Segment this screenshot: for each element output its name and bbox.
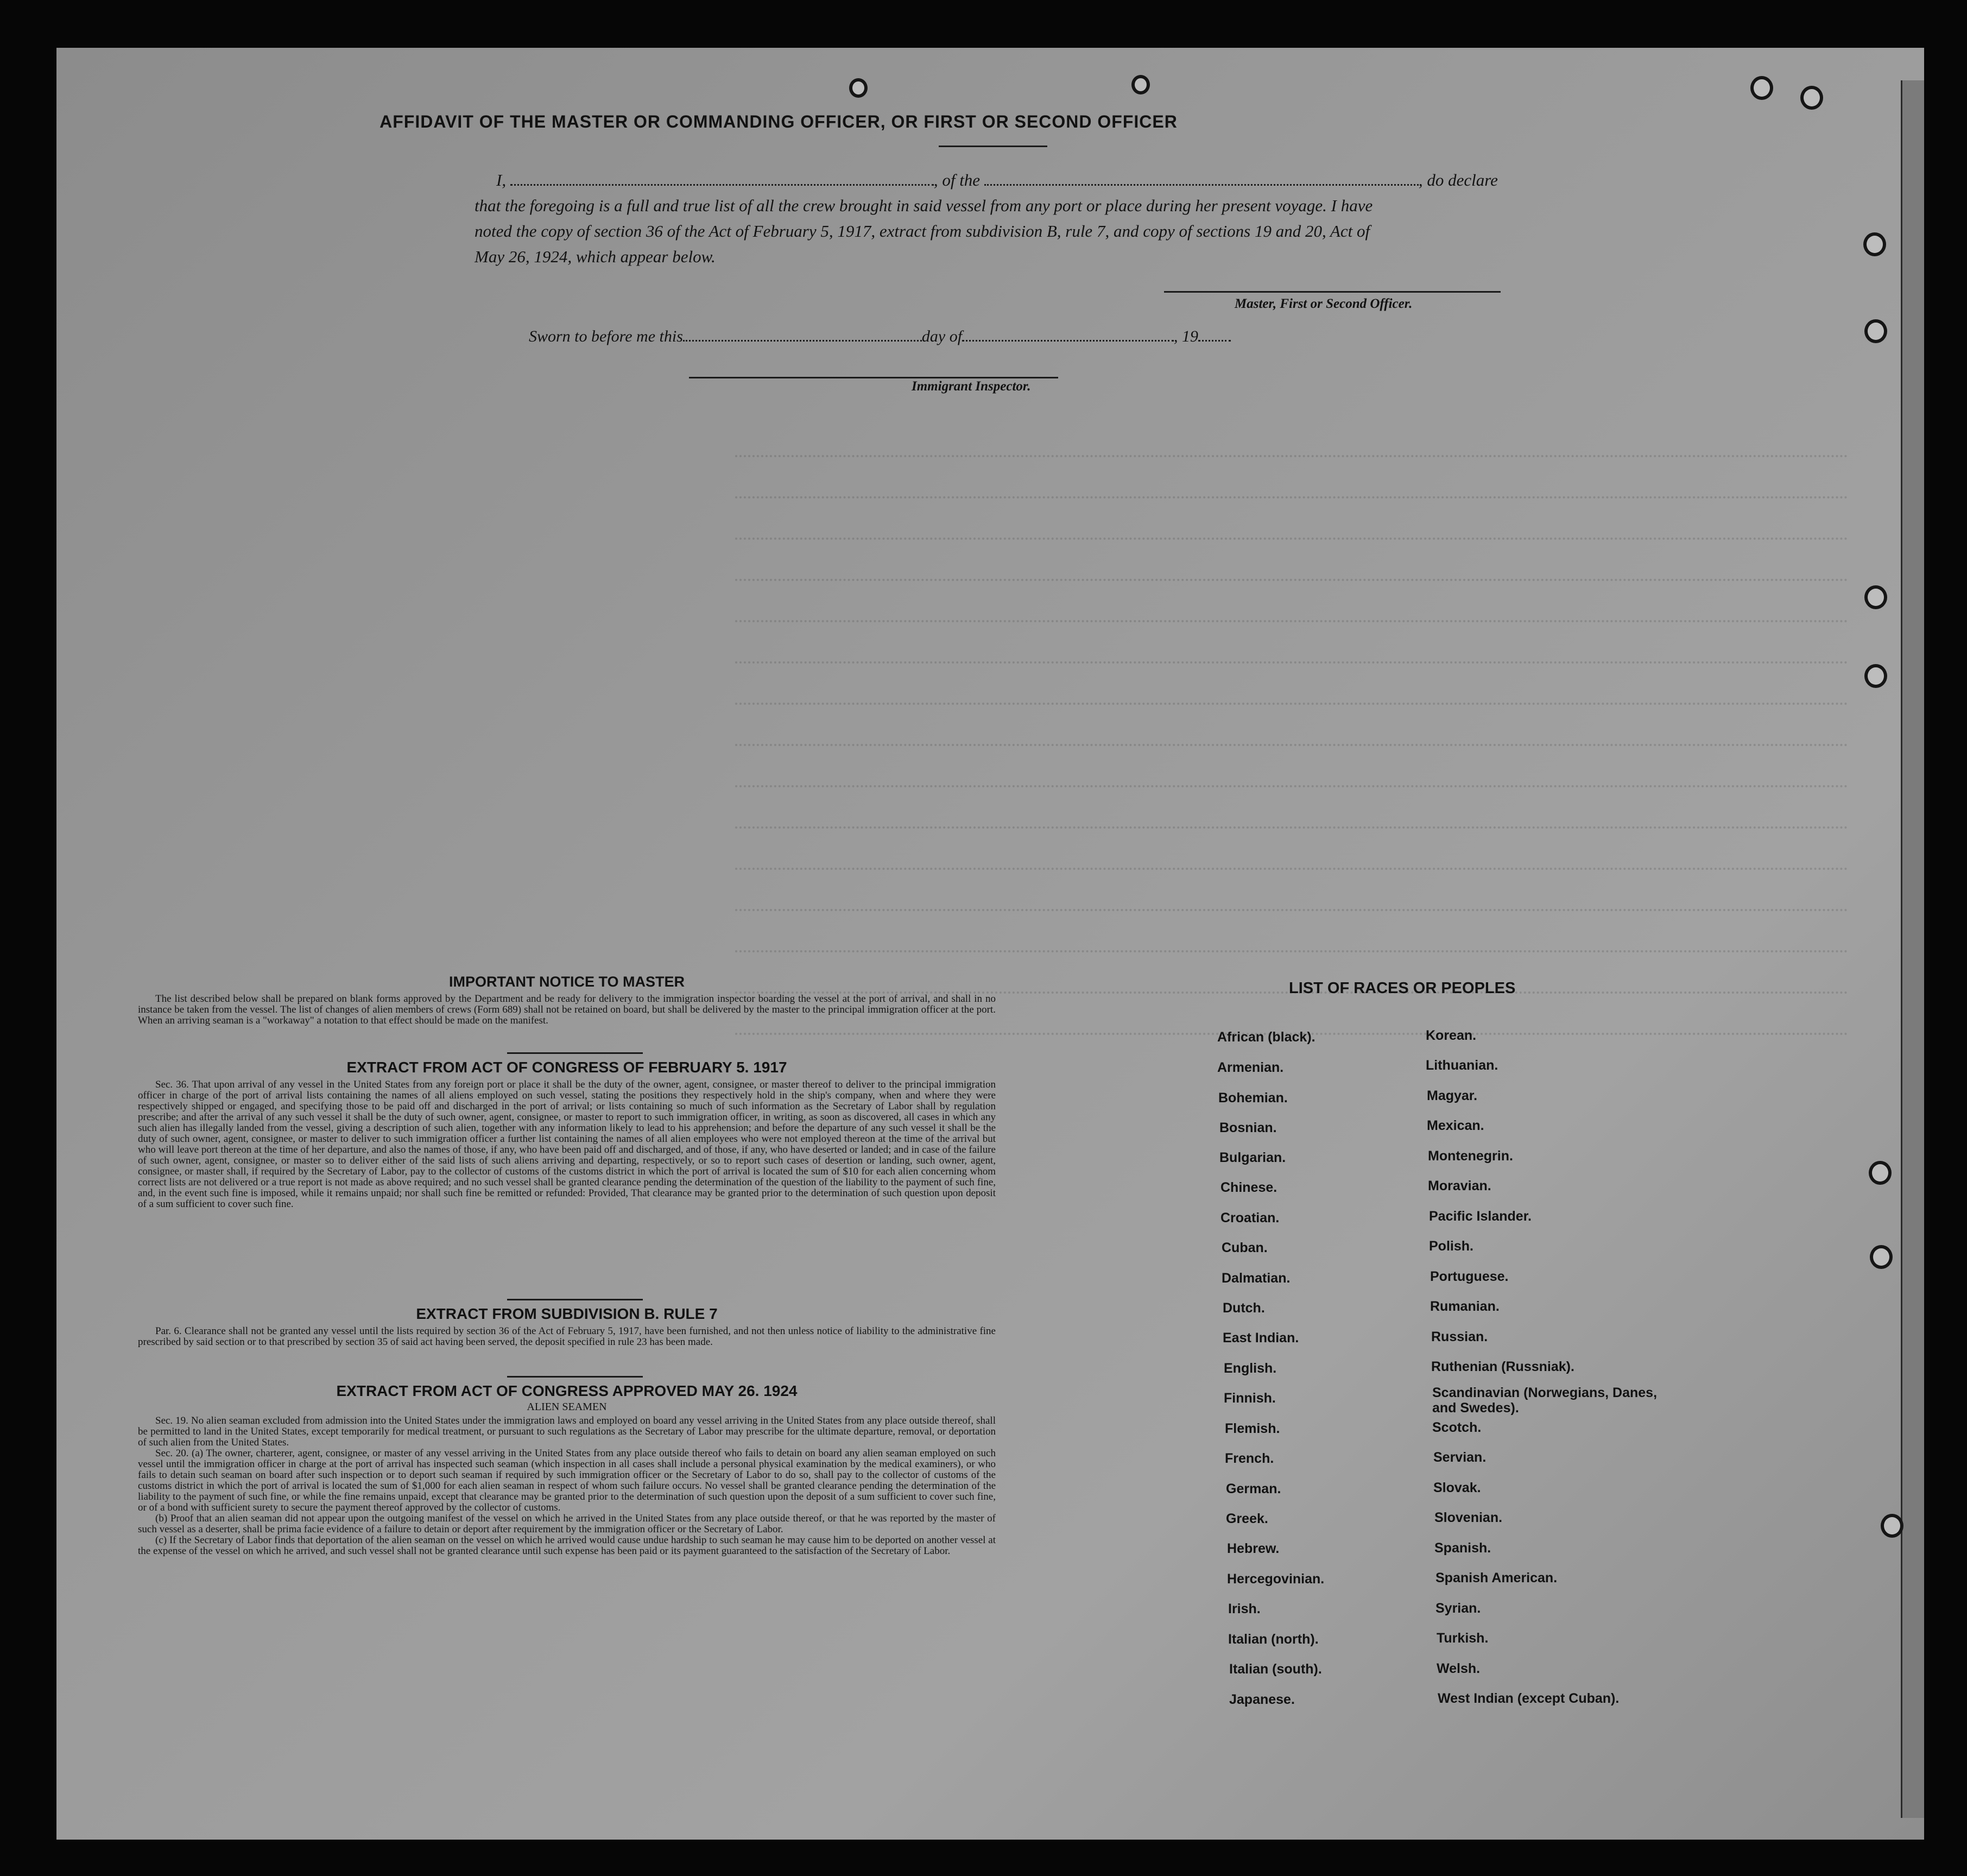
race-item: Cuban. bbox=[1222, 1240, 1268, 1255]
extract-1917-text: Sec. 36. That upon arrival of any vessel in the United States from any foreign port or place it shall be the duty of the owner, agent, consignee, or master thereof to deliver to the principal immigration officer in charge of the port of arrival lists containing the names of all aliens employed on such vessel, stating the positions they respectively hold in the ship's company, when and where they were respectively shipped or engaged, and specifying those to be paid off and discharged in the port of arrival; or lists containing so much of such information as the Secretary of Labor shall by regulation prescribe; and after the arrival of any such vessel it shall be the duty of such owner, agent, consignee, or master to report to such immigration officer, in writing, as soon as discovered, all cases in which any such alien has illegally landed from the vessel, giving a description of such alien, together with any information likely to lead to his apprehension; and before the departure of any such vessel it shall be the duty of such owner, agent, consignee, or master to deliver to such immigration officer a further list containing the names of all alien employees who were not employed thereon at the time of the arrival but who will leave port thereon at the time of her departure, and also the names of those, if any, who have been paid off and discharged, and of those, if any, who have deserted or landed; and in case of the failure of such owner, agent, consignee, or master so to deliver either of the said lists of such aliens arriving and departing, respectively, or so to report such cases of desertion or landing, such owner, agent, consignee, or master shall, if required by the Secretary of Labor, pay to the collector of customs of the customs district in which the port of arrival is located the sum of $10 for each alien concerning whom correct lists are not delivered or a true report is not made as above required; and no such vessel shall be granted clearance pending the determination of the question of the liability to the payment of such fine, and, in the event such fine is imposed, while it remains unpaid; nor shall such fine be remitted or refunded: Provided, That clearance may be granted prior to the determination of such question upon deposit of a sum sufficient to cover such fine. bbox=[138, 1079, 996, 1210]
race-item: African (black). bbox=[1217, 1029, 1315, 1045]
sworn-year-blank bbox=[1198, 328, 1231, 342]
rule-7-section bbox=[138, 1305, 996, 1348]
sworn-line bbox=[529, 327, 1231, 346]
day-of-label: day of bbox=[921, 327, 963, 345]
race-item: Spanish. bbox=[1434, 1540, 1491, 1556]
punch-hole-icon bbox=[1864, 585, 1887, 609]
notice-title: IMPORTANT NOTICE TO MASTER bbox=[449, 974, 685, 990]
race-item: Syrian. bbox=[1435, 1601, 1481, 1616]
race-item: Armenian. bbox=[1217, 1060, 1284, 1075]
rule-7-title: EXTRACT FROM SUBDIVISION B. RULE 7 bbox=[416, 1305, 718, 1322]
do-declare-label: , do declare bbox=[1418, 170, 1498, 190]
year-label: , 19 bbox=[1174, 327, 1199, 345]
race-item: Polish. bbox=[1429, 1239, 1473, 1254]
race-item: Moravian. bbox=[1428, 1178, 1491, 1193]
affidavit-line: May 26, 1924, which appear below. bbox=[475, 247, 716, 266]
race-item: West Indian (except Cuban). bbox=[1438, 1691, 1620, 1706]
race-item: Bohemian. bbox=[1218, 1090, 1288, 1106]
affidavit-line: noted the copy of section 36 of the Act of February 5, 1917, extract from subdivision B, rule 7, and copy of sections 19 and 20, Act of bbox=[475, 222, 1370, 241]
inspector-signature-line bbox=[689, 377, 1058, 378]
sec-19-text: Sec. 19. No alien seaman excluded from admission into the United States under the immigration laws and employed on board any vessel arriving in the United States from any place outside thereof, shall be permitted to land in the United States, except temporarily for medical treatment, or pursuant to such regulations as the Secretary of Labor may prescribe for the ultimate departure, removal, or deportation of such alien from the United States. bbox=[138, 1415, 996, 1448]
punch-hole-icon bbox=[1131, 75, 1150, 94]
race-item: Slovenian. bbox=[1434, 1510, 1503, 1525]
master-signature-label: Master, First or Second Officer. bbox=[1235, 296, 1413, 311]
sworn-month-blank bbox=[962, 328, 1174, 342]
punch-hole-icon bbox=[1750, 76, 1773, 100]
sec-20b-text: (b) Proof that an alien seaman did not appear upon the outgoing manifest of the vessel on which he arrived in the United States from any place outside thereof, or that he was reported by the master of such vessel as a deserter, shall be prima facie evidence of a failure to detain or deport after requirement by the immigration officer or the Secretary of Labor. bbox=[138, 1513, 996, 1535]
punch-hole-icon bbox=[1800, 86, 1823, 110]
sworn-label: Sworn to before me this bbox=[529, 327, 683, 345]
punch-hole-icon bbox=[1881, 1514, 1903, 1538]
race-item: Spanish American. bbox=[1435, 1570, 1558, 1586]
sec-20a-text: Sec. 20. (a) The owner, charterer, agent, consignee, or master of any vessel arriving in the United States from any place outside thereof who fails to detain on board any alien seaman employed on such vessel until the immigration officer in charge at the port of arrival has inspected such seaman (which inspection in all cases shall include a personal physical examination by the medical examiners), or who fails to detain such seaman on board after such inspection or to deport such seaman if required by such immigration officer or the Secretary of Labor to do so, shall pay to the collector of customs of the customs district in which the port of arrival is located the sum of $1,000 for each alien seaman in respect of whom such failure occurs. No vessel shall be granted clearance pending the determination of the liability to the payment of such fine, or while the fine remains unpaid, except that clearance may be granted prior to the determination of such question upon the deposit of a sum sufficient to cover such fine, or of a bond with sufficient surety to secure the payment thereof approved by the collector of customs. bbox=[138, 1448, 996, 1513]
notice-text: The list described below shall be prepared on blank forms approved by the Department and be ready for delivery to the immigration inspector boarding the vessel at the port of arrival, and shall in no instance be taken from the vessel. The list of changes of alien members of crews (Form 689) shall not be retained on board, but shall be delivered by the master to the principal immigration officer at the port. When an arriving seaman is a "workaway" a notation to that effect should be made on the manifest. bbox=[138, 993, 996, 1026]
punch-hole-icon bbox=[849, 78, 868, 98]
section-divider bbox=[507, 1299, 643, 1300]
sworn-day-blank bbox=[683, 328, 922, 342]
race-item: Lithuanian. bbox=[1426, 1058, 1498, 1073]
race-item: Slovak. bbox=[1433, 1480, 1481, 1495]
race-item: Dalmatian. bbox=[1222, 1271, 1291, 1286]
extract-1917-title: EXTRACT FROM ACT OF CONGRESS OF FEBRUARY 5. 1917 bbox=[346, 1059, 787, 1076]
race-item: Croatian. bbox=[1220, 1210, 1280, 1226]
race-item: Korean. bbox=[1426, 1028, 1477, 1043]
bleed-through-text bbox=[735, 428, 1848, 1025]
race-item: Scandinavian (Norwegians, Danes, and Swedes). bbox=[1432, 1385, 1658, 1416]
race-item: Irish. bbox=[1228, 1601, 1261, 1616]
name-blank bbox=[510, 172, 934, 186]
race-item: Finnish. bbox=[1224, 1391, 1276, 1406]
race-item: Dutch. bbox=[1223, 1300, 1265, 1316]
race-item: Montenegrin. bbox=[1428, 1148, 1513, 1164]
race-item: Magyar. bbox=[1427, 1088, 1478, 1103]
race-item: East Indian. bbox=[1223, 1330, 1299, 1346]
extract-1924-subtitle: ALIEN SEAMEN bbox=[527, 1401, 607, 1413]
of-the-label: , of the bbox=[933, 170, 981, 190]
race-item: Bulgarian. bbox=[1219, 1150, 1286, 1165]
vessel-blank bbox=[984, 172, 1419, 186]
race-item: Italian (north). bbox=[1228, 1632, 1319, 1647]
master-signature-line bbox=[1164, 291, 1501, 293]
sec-20c-text: (c) If the Secretary of Labor finds that deportation of the alien seaman on the vessel on which he arrived would cause undue hardship to such seaman he may cause him to be deported on another vessel at the expense of the vessel on which he arrived, and such vessel shall not be granted clearance until such expense has been paid or its payment guaranteed to the satisfaction of the Secretary of Labor. bbox=[138, 1534, 996, 1557]
race-item: Russian. bbox=[1431, 1329, 1488, 1344]
race-item: Servian. bbox=[1433, 1450, 1487, 1465]
affidavit-i-label: I, bbox=[496, 170, 507, 190]
race-item: Greek. bbox=[1226, 1511, 1268, 1526]
race-item: Hercegovinian. bbox=[1227, 1571, 1325, 1587]
extract-1924-title: EXTRACT FROM ACT OF CONGRESS APPROVED MAY 26. 1924 bbox=[336, 1382, 798, 1399]
punch-hole-icon bbox=[1864, 319, 1887, 343]
race-item: Italian (south). bbox=[1229, 1662, 1322, 1677]
punch-hole-icon bbox=[1869, 1161, 1892, 1185]
race-item: Turkish. bbox=[1437, 1631, 1489, 1646]
race-item: Hebrew. bbox=[1227, 1541, 1280, 1556]
notice-section bbox=[138, 974, 996, 1026]
title-divider bbox=[939, 146, 1047, 147]
race-item: Welsh. bbox=[1437, 1661, 1481, 1676]
section-divider bbox=[507, 1376, 643, 1378]
punch-hole-icon bbox=[1863, 232, 1886, 256]
affidavit-line: that the foregoing is a full and true list of all the crew brought in said vessel from any port or place during her present voyage. I have bbox=[475, 196, 1373, 215]
extract-1924-section bbox=[138, 1382, 996, 1557]
affidavit-title: AFFIDAVIT OF THE MASTER OR COMMANDING OFFICER, OR FIRST OR SECOND OFFICER bbox=[380, 112, 1178, 131]
affidavit-body bbox=[475, 167, 1577, 269]
punch-hole-icon bbox=[1864, 664, 1887, 688]
race-item: Chinese. bbox=[1220, 1180, 1277, 1195]
race-item: Bosnian. bbox=[1219, 1120, 1277, 1135]
race-item: English. bbox=[1224, 1361, 1277, 1376]
page-edge-strip bbox=[1901, 80, 1924, 1818]
race-item: Portuguese. bbox=[1430, 1269, 1509, 1284]
document-page bbox=[56, 48, 1924, 1840]
race-item: Flemish. bbox=[1225, 1421, 1280, 1436]
rule-7-text: Par. 6. Clearance shall not be granted any vessel until the lists required by section 36 of the Act of February 5, 1917, have been furnished, and not then unless notice of liability to the administrative fine prescribed by said section or to that prescribed by section 35 of said act having been served, the deposit specified in rule 23 has been made. bbox=[138, 1325, 996, 1348]
punch-hole-icon bbox=[1870, 1245, 1893, 1269]
inspector-signature-label: Immigrant Inspector. bbox=[912, 379, 1031, 394]
race-item: Mexican. bbox=[1427, 1118, 1484, 1133]
race-item: German. bbox=[1226, 1481, 1281, 1496]
races-title: LIST OF RACES OR PEOPLES bbox=[1289, 980, 1516, 997]
race-item: Ruthenian (Russniak). bbox=[1431, 1359, 1574, 1374]
race-item: French. bbox=[1225, 1451, 1274, 1466]
race-item: Rumanian. bbox=[1430, 1299, 1500, 1314]
race-item: Scotch. bbox=[1432, 1420, 1482, 1435]
race-item: Japanese. bbox=[1229, 1692, 1295, 1707]
extract-1917-section bbox=[138, 1059, 996, 1210]
section-divider bbox=[507, 1052, 643, 1054]
race-item: Pacific Islander. bbox=[1429, 1209, 1532, 1224]
